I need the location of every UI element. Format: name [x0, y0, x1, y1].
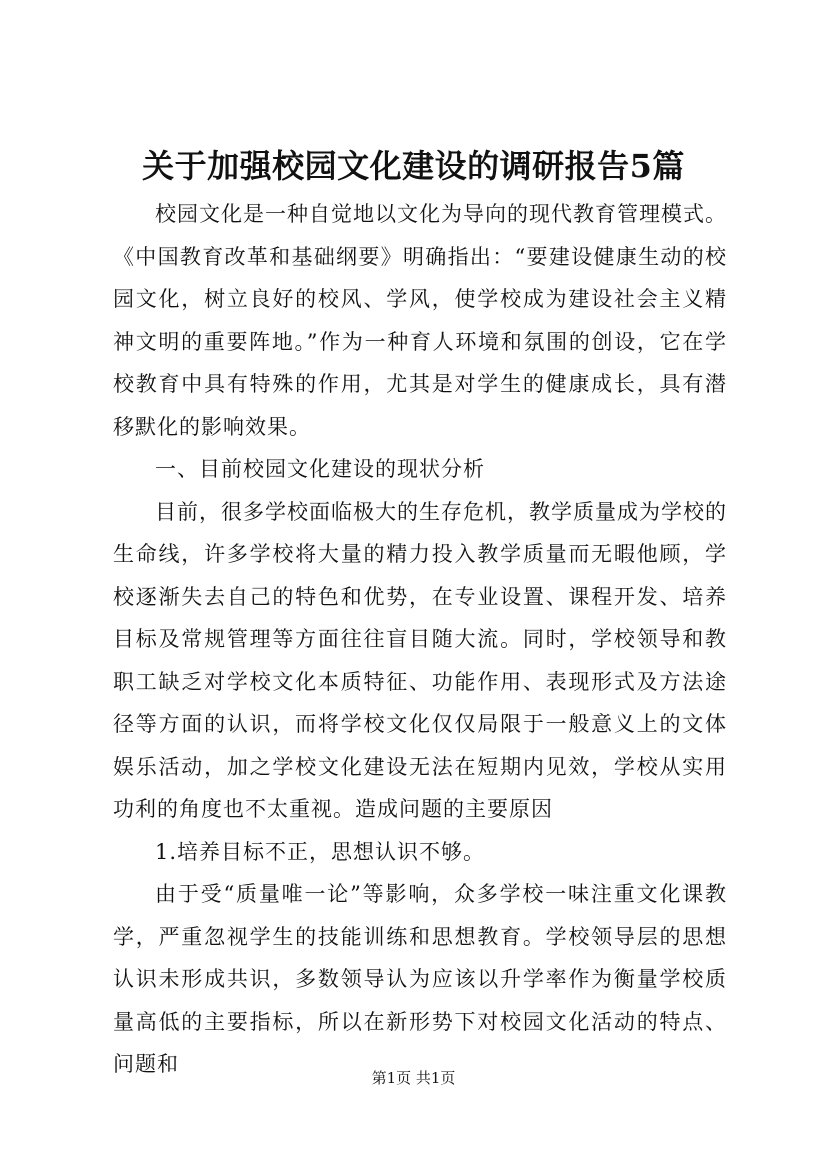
- subheading-training-goals: 1.培养目标不正，思想认识不够。: [155, 839, 486, 864]
- paragraph-intro: 校园文化是一种自觉地以文化为导向的现代教育管理模式。《中国教育改革和基础纲要》明确指出：“要建设健康生动的校园文化，树立良好的校风、学风，使学校成为建设社会主义精神文明的重要阵地。”作为一种育人环境和氛围的创设，它在学校教育中具有特殊的作用，尤其是对学生的健康成长，具有潜移默化的影响效果。: [113, 202, 727, 439]
- section-heading-current-status: 一、目前校园文化建设的现状分析: [155, 457, 485, 481]
- paragraph-current-status: 目前，很多学校面临极大的生存危机，教学质量成为学校的生命线，许多学校将大量的精力投入教学质量而无暇他顾，学校逐渐失去自己的特色和优势，在专业设置、课程开发、培养目标及常规管理等方面往往盲目随大流。同时，学校领导和教职工缺乏对学校文化本质特征、功能作用、表现形式及方法途径等方面的认识，而将学校文化仅仅局限于一般意义上的文体娱乐活动，加之学校文化建设无法在短期内见效，学校从实用功利的角度也不太重视。造成问题的主要原因: [113, 499, 727, 821]
- paragraph-quality-theory: 由于受“质量唯一论”等影响，众多学校一味注重文化课教学，严重忽视学生的技能训练和思想教育。学校领导层的思想认识未形成共识，多数领导认为应该以升学率作为衡量学校质量高低的主要指标，所以在新形势下对校园文化活动的特点、问题和: [113, 882, 727, 1076]
- document-body: [113, 193, 727, 1086]
- page-footer: 第1页 共1页: [371, 1069, 456, 1087]
- document-title: 关于加强校园文化建设的调研报告5篇: [142, 147, 685, 185]
